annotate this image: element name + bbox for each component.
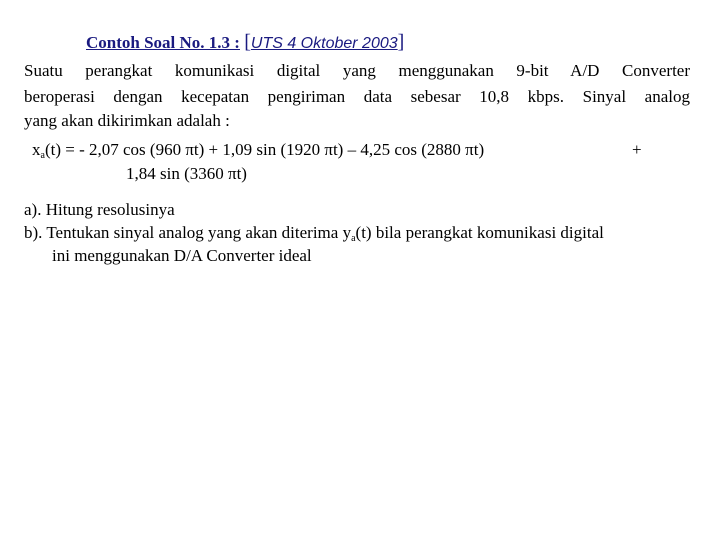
problem-title (86, 31, 404, 54)
equation-subscript: a (40, 150, 45, 161)
equation-plus-sign: + (632, 140, 642, 159)
question-b (24, 223, 604, 243)
equation-terms: (t) = - 2,07 cos (960 πt) + 1,09 sin (1920 πt) – 4,25 cos (2880 πt) (44, 140, 485, 159)
source-bracket-close: ] (397, 31, 405, 53)
equation-variable: x (32, 140, 41, 159)
question-b-text-end: (t) bila perangkat komunikasi digital (355, 223, 604, 242)
equation-continuation: 1,84 sin (3360 πt) (126, 164, 247, 183)
paragraph-line-1: Suatu perangkat komunikasi digital yang menggunakan 9-bit A/D Converter (24, 61, 690, 80)
exam-source: UTS 4 Oktober 2003 (250, 35, 398, 52)
paragraph-line-2: beroperasi dengan kecepatan pengiriman data sebesar 10,8 kbps. Sinyal analog (24, 87, 690, 106)
problem-label: Contoh Soal No. 1.3 : (86, 33, 240, 52)
question-b-line-2: ini menggunakan D/A Converter ideal (52, 246, 312, 265)
question-b-subscript: a (351, 233, 356, 244)
question-a: a). Hitung resolusinya (24, 200, 175, 219)
question-b-text: b). Tentukan sinyal analog yang akan diterima y (24, 223, 352, 242)
source-bracket-open: [ (244, 31, 251, 53)
paragraph-line-3: yang akan dikirimkan adalah : (24, 111, 230, 130)
signal-equation (32, 140, 484, 160)
